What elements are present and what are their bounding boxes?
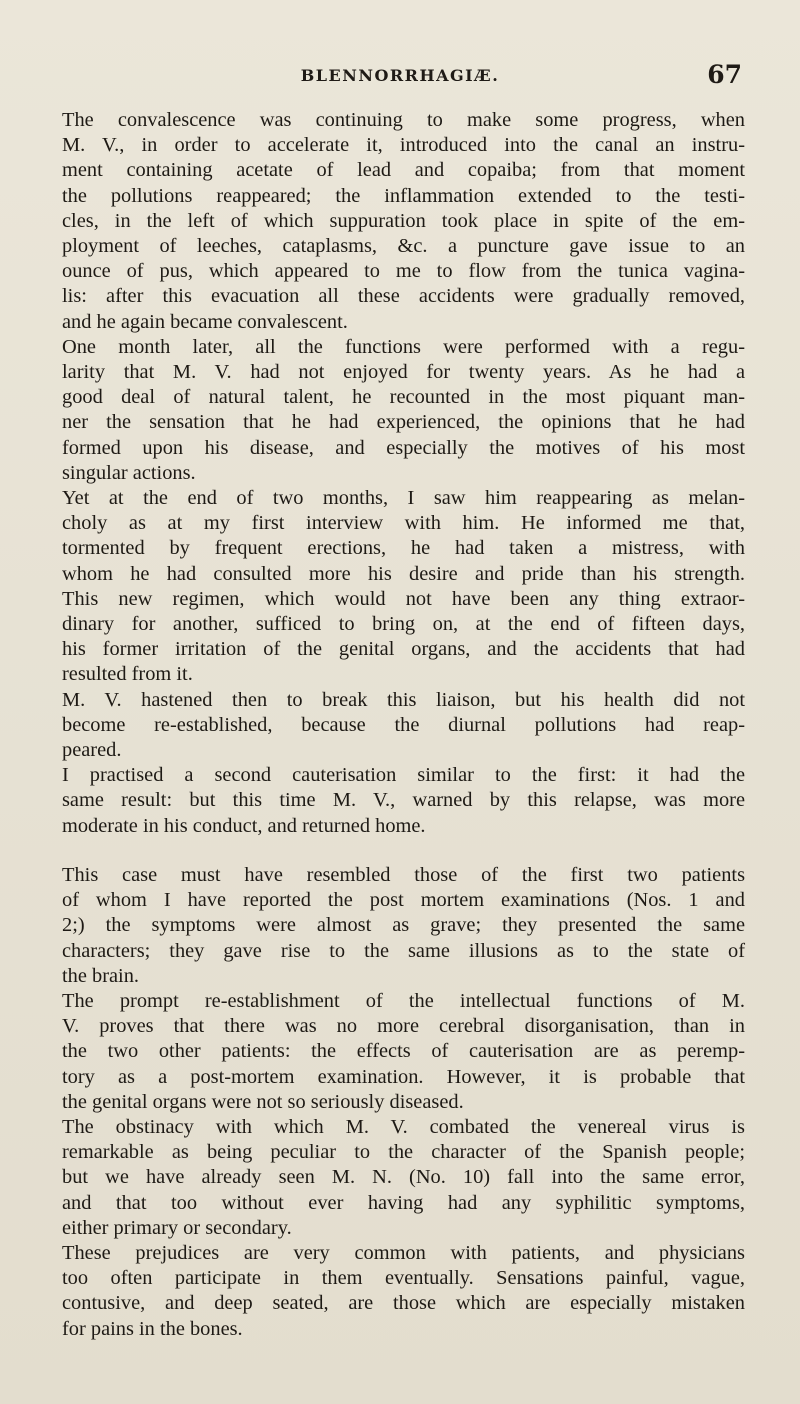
text-line: moderate in his conduct, and returned home. [62,814,426,837]
text-line: become re-established, because the diurnal pollutions had reap- [62,713,745,736]
text-line: contusive, and deep seated, are those which are especially mistaken [62,1292,745,1315]
text-line: either primary or secondary. [62,1216,292,1239]
running-title: BLENNORRHAGIÆ. [300,66,500,85]
text-line: his former irritation of the genital organs, and the accidents that had [62,638,745,661]
text-line: This case must have resembled those of the first two patients [62,863,745,886]
text-line: One month later, all the functions were performed with a regu- [62,335,745,358]
text-line: and that too without ever having had any syphilitic symptoms, [62,1191,745,1214]
text-line: ounce of pus, which appeared to me to flow from the tunica vagina- [62,260,745,283]
text-line: formed upon his disease, and especially the motives of his most [62,436,745,459]
text-line: ner the sensation that he had experienced, the opinions that he had [62,411,745,434]
text-line: the two other patients: the effects of cauterisation are as peremp- [62,1040,745,1063]
running-head [0,62,800,92]
text-line: dinary for another, sufficed to bring on, at the end of fifteen days, [62,613,745,636]
text-line: same result: but this time M. V., warned by this relapse, was more [62,789,745,812]
section-case-narrative [62,108,745,839]
paragraph [62,763,745,839]
paragraph [62,863,745,989]
text-line: Yet at the end of two months, I saw him reappearing as melan- [62,487,745,510]
text-line: M. V., in order to accelerate it, introduced into the canal an instru- [62,134,745,157]
text-line: The prompt re-establishment of the intellectual functions of M. [62,989,745,1012]
text-line: These prejudices are very common with patients, and physicians [62,1241,745,1264]
text-line: resulted from it. [62,663,193,686]
text-line: remarkable as being peculiar to the character of the Spanish people; [62,1141,745,1164]
text-line: good deal of natural talent, he recounted in the most piquant man- [62,386,745,409]
text-line: V. proves that there was no more cerebral disorganisation, than in [62,1015,745,1038]
paragraph [62,335,745,486]
text-line: ployment of leeches, cataplasms, &c. a puncture gave issue to an [62,235,745,258]
section-break [62,839,745,863]
text-line: of whom I have reported the post mortem examinations (Nos. 1 and [62,889,745,912]
paragraph [62,688,745,764]
text-line: I practised a second cauterisation similar to the first: it had the [62,764,745,787]
text-line: and he again became convalescent. [62,310,348,333]
text-line: tory as a post-mortem examination. However, it is probable that [62,1065,745,1088]
text-line: choly as at my first interview with him. He informed me that, [62,512,745,535]
text-line: larity that M. V. had not enjoyed for twenty years. As he had a [62,361,745,384]
paragraph [62,486,745,688]
text-line: cles, in the left of which suppuration took place in spite of the em- [62,209,745,232]
text-line: the brain. [62,964,140,987]
text-line: the pollutions reappeared; the inflammation extended to the testi- [62,184,745,207]
page-number: 67 [707,60,742,89]
text-line: peared. [62,739,122,762]
text-line: singular actions. [62,461,196,484]
text-line: characters; they gave rise to the same illusions as to the state of [62,939,745,962]
body-text [62,108,745,1342]
text-line: The convalescence was continuing to make some progress, when [62,109,745,131]
text-line: too often participate in them eventually. Sensations painful, vague, [62,1267,745,1290]
text-line: but we have already seen M. N. (No. 10) fall into the same error, [62,1166,745,1189]
paragraph [62,1241,745,1342]
text-line: This new regimen, which would not have been any thing extraor- [62,587,745,610]
text-line: lis: after this evacuation all these accidents were gradually removed, [62,285,745,308]
paragraph [62,1115,745,1241]
paragraph [62,989,745,1115]
text-line: ment containing acetate of lead and copaiba; from that moment [62,159,745,182]
text-line: M. V. hastened then to break this liaison, but his health did not [62,688,745,711]
paragraph [62,108,745,335]
text-line: 2;) the symptoms were almost as grave; they presented the same [62,914,745,937]
section-commentary [62,863,745,1342]
text-line: the genital organs were not so seriously diseased. [62,1090,464,1113]
text-line: The obstinacy with which M. V. combated the venereal virus is [62,1115,745,1138]
text-line: whom he had consulted more his desire and pride than his strength. [62,562,745,585]
text-line: for pains in the bones. [62,1317,243,1340]
text-line: tormented by frequent erections, he had taken a mistress, with [62,537,745,560]
